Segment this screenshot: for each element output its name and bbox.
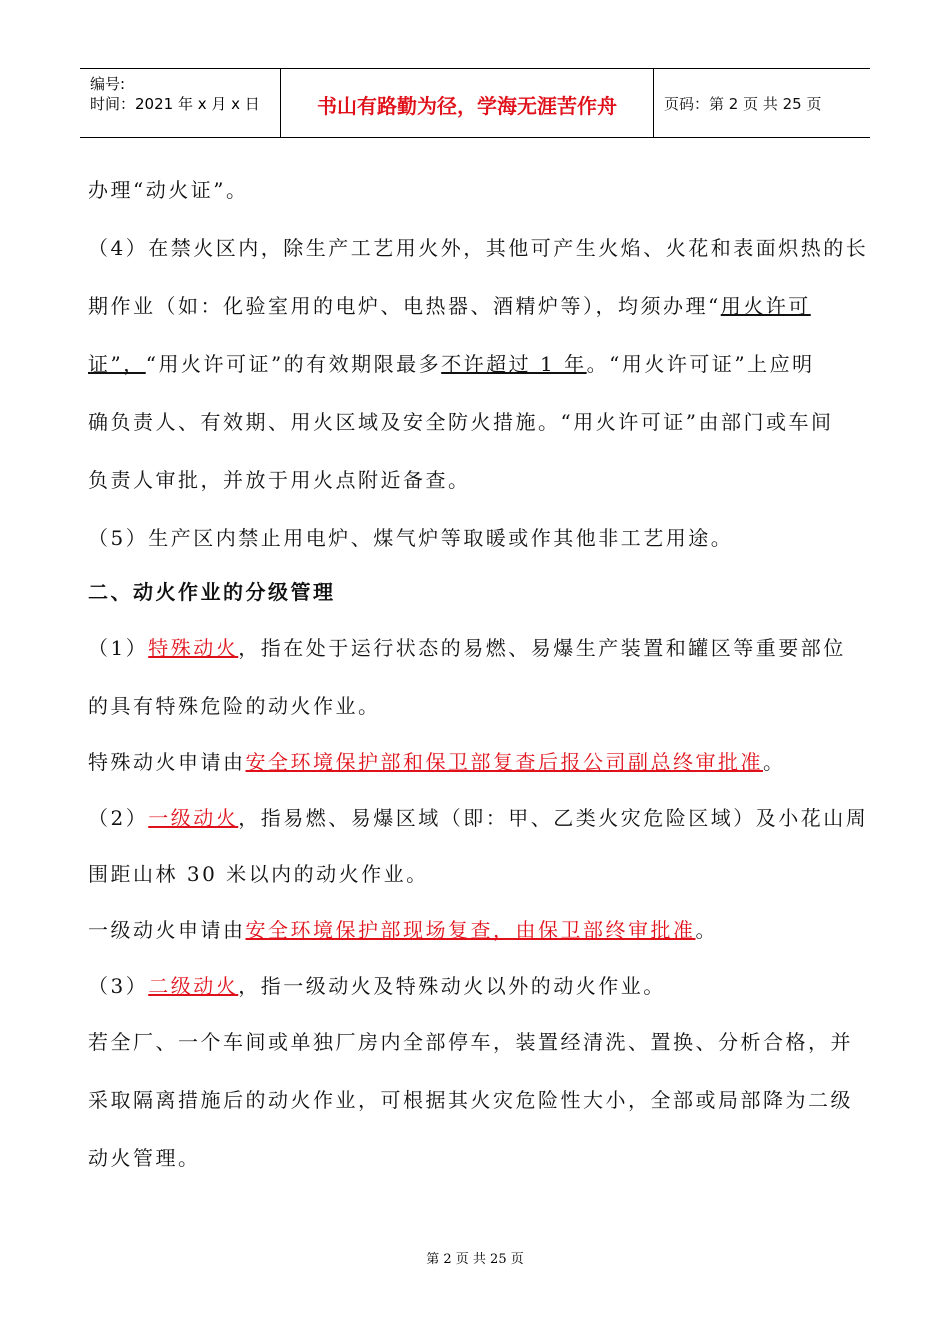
- paragraph-line: 围距山林 30 米以内的动火作业。: [88, 862, 429, 886]
- text-run: 。“用火许可证”上应明: [586, 352, 815, 376]
- document-number-label: 编号:: [90, 75, 126, 93]
- header-motto: 书山有路勤为径，学海无涯苦作舟: [317, 94, 617, 118]
- document-header: [80, 68, 870, 138]
- header-meta-cell: [80, 69, 281, 137]
- text-run: ，指一级动火及特殊动火以外的动火作业。: [238, 974, 666, 998]
- paragraph-line: 确负责人、有效期、用火区域及安全防火措施。“用火许可证”由部门或车间: [88, 410, 834, 434]
- paragraph-line: [88, 802, 868, 831]
- paragraph-line: [88, 970, 666, 999]
- highlighted-term: 安全环境保护部和保卫部复查后报公司副总终审批准: [245, 750, 763, 774]
- highlighted-term: 特殊动火: [148, 636, 239, 660]
- highlighted-term: 安全环境保护部现场复查，由保卫部终审批准: [245, 918, 696, 942]
- text-run: （3）: [88, 974, 149, 998]
- underlined-text: 用火许可: [720, 294, 811, 318]
- text-run: 一级动火申请由: [88, 918, 246, 942]
- paragraph-line: [88, 632, 846, 661]
- header-page-number: 页码：第 2 页 共 25 页: [664, 95, 822, 113]
- underlined-text: 不许超过 1 年: [441, 352, 587, 376]
- section-heading: 二、动火作业的分级管理: [88, 580, 336, 604]
- paragraph-line: [88, 746, 786, 775]
- paragraph-line: （4）在禁火区内，除生产工艺用火外，其他可产生火焰、火花和表面炽热的长: [88, 236, 869, 260]
- text-run: ，指在处于运行状态的易燃、易爆生产装置和罐区等重要部位: [238, 636, 846, 660]
- text-run: （2）: [88, 806, 149, 830]
- header-page-cell: [654, 69, 870, 137]
- paragraph-line: [88, 290, 811, 319]
- text-run: 期作业（如：化验室用的电炉、电热器、酒精炉等），均须办理“: [88, 294, 721, 318]
- paragraph-line: 动火管理。: [88, 1146, 201, 1170]
- paragraph-line: 若全厂、一个车间或单独厂房内全部停车，装置经清洗、置换、分析合格，并: [88, 1030, 853, 1054]
- highlighted-term: 一级动火: [148, 806, 239, 830]
- underlined-text: 证”，: [88, 352, 146, 376]
- paragraph-line: 采取隔离措施后的动火作业，可根据其火灾危险性大小，全部或局部降为二级: [88, 1088, 853, 1112]
- paragraph-line: [88, 914, 718, 943]
- header-motto-cell: [281, 69, 654, 137]
- text-run: （1）: [88, 636, 149, 660]
- paragraph-line: [88, 348, 815, 377]
- paragraph-line: 办理“动火证”。: [88, 178, 249, 202]
- paragraph-line: （5）生产区内禁止用电炉、煤气炉等取暖或作其他非工艺用途。: [88, 526, 734, 550]
- paragraph-line: 的具有特殊危险的动火作业。: [88, 694, 381, 718]
- text-run: 。: [695, 918, 718, 942]
- text-run: ，指易燃、易爆区域（即：甲、乙类火灾危险区域）及小花山周: [238, 806, 869, 830]
- highlighted-term: 二级动火: [148, 974, 239, 998]
- text-run: 特殊动火申请由: [88, 750, 246, 774]
- text-run: “用火许可证”的有效期限最多: [145, 352, 442, 376]
- page-footer: 第 2 页 共 25 页: [426, 1252, 524, 1267]
- paragraph-line: 负责人审批，并放于用火点附近备查。: [88, 468, 471, 492]
- text-run: 。: [763, 750, 786, 774]
- document-date-label: 时间：2021 年 x 月 x 日: [90, 95, 260, 113]
